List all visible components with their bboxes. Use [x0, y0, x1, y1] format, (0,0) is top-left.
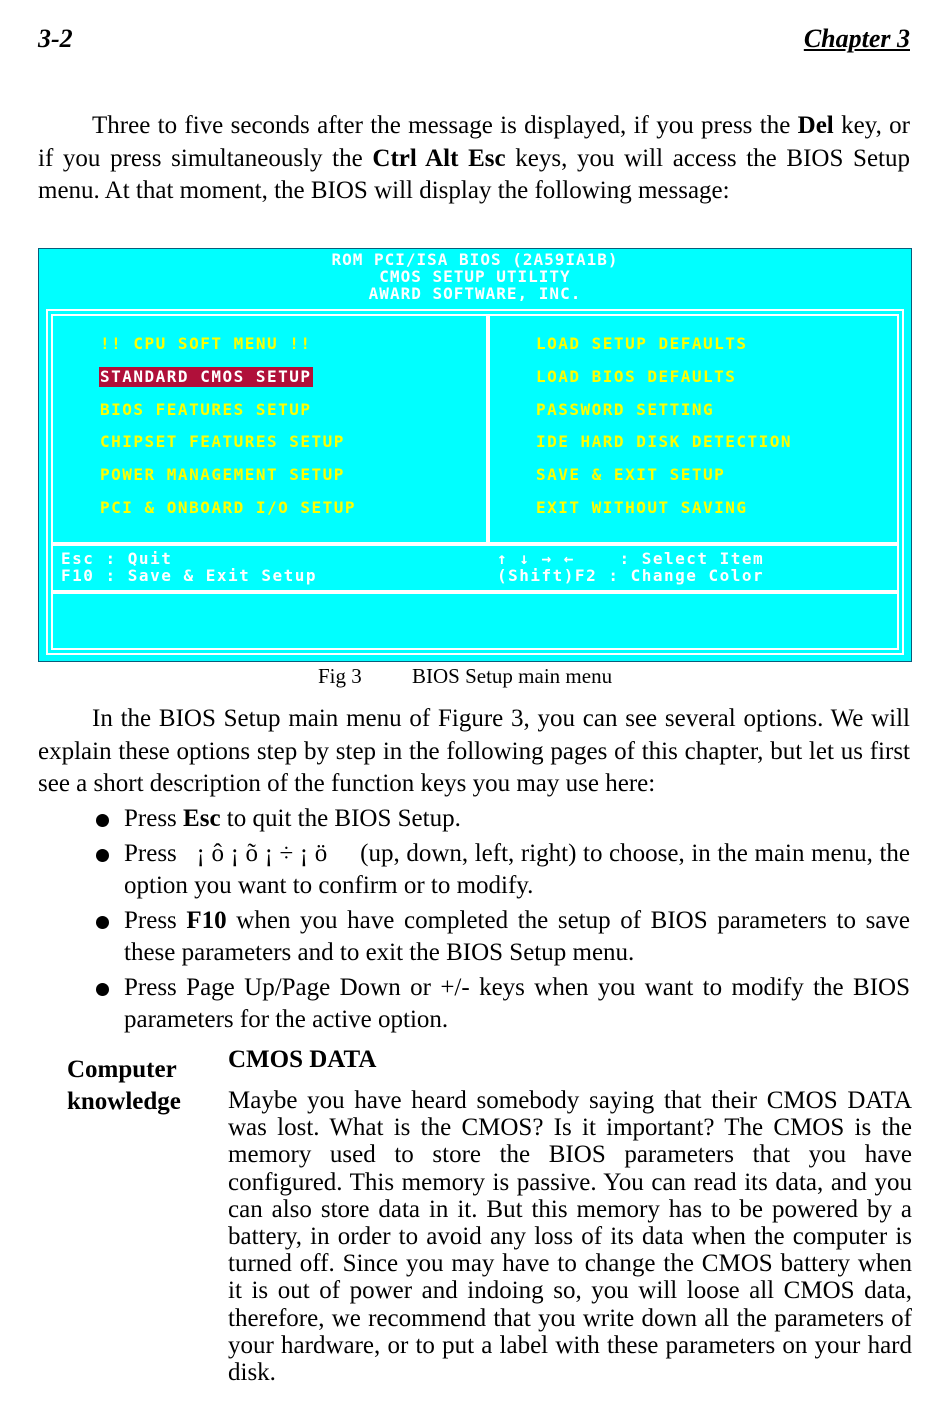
list-item: Press F10 when you have completed the setup of BIOS parameters to save these parameters and to exit the BIOS Setup menu. [92, 905, 910, 970]
cmos-data-heading: CMOS DATA [228, 1046, 377, 1073]
menu-exit-without-saving[interactable]: EXIT WITHOUT SAVING [536, 498, 748, 517]
side-label-line-1: Computer [67, 1056, 177, 1083]
menu-chipset-features-setup[interactable]: CHIPSET FEATURES SETUP [100, 432, 345, 451]
key-help-esc: Esc : Quit [61, 549, 173, 568]
intro-key-ctrl-alt-esc: Ctrl Alt Esc [372, 144, 506, 172]
key-esc: Esc [183, 805, 221, 832]
key-help-f10: F10 : Save & Exit Setup [61, 566, 318, 585]
menu-power-management-setup[interactable]: POWER MANAGEMENT SETUP [100, 465, 345, 484]
page-number: 3-2 [38, 24, 73, 53]
explain-paragraph [38, 703, 910, 801]
intro-paragraph [38, 110, 910, 208]
bios-title-line-2: CMOS SETUP UTILITY [379, 267, 571, 286]
menu-ide-hard-disk-detection[interactable]: IDE HARD DISK DETECTION [536, 432, 793, 451]
menu-load-bios-defaults[interactable]: LOAD BIOS DEFAULTS [536, 367, 737, 386]
bios-menu-frame [46, 309, 904, 655]
menu-bios-features-setup[interactable]: BIOS FEATURES SETUP [100, 400, 312, 419]
intro-key-del: Del [797, 112, 834, 139]
menu-save-exit-setup[interactable]: SAVE & EXIT SETUP [536, 465, 726, 484]
intro-text-2: key, or if you press simultaneously the [38, 112, 910, 172]
menu-load-setup-defaults[interactable]: LOAD SETUP DEFAULTS [536, 334, 748, 353]
key-help-arrows: ↑ ↓ → ← : Select Item [497, 549, 765, 568]
chapter-title: Chapter 3 [803, 24, 910, 53]
list-item: Press ¡ ô ¡ õ ¡ ÷ ¡ ö (up, down, left, right) to choose, in the main menu, the option you want to confirm or to modify. [92, 838, 910, 903]
figure-caption-text: BIOS Setup main menu [412, 664, 613, 688]
key-help-shift-f2: (Shift)F2 : Change Color [497, 566, 765, 585]
figure-caption [318, 664, 612, 689]
menu-password-setting[interactable]: PASSWORD SETTING [536, 400, 715, 419]
intro-text-1: Three to five seconds after the message is displayed, if you press the [92, 112, 798, 139]
list-item: Press Page Up/Page Down or +/- keys when you want to modify the BIOS parameters for the active option. [92, 972, 910, 1037]
list-item: Press Esc to quit the BIOS Setup. [92, 803, 910, 836]
side-label-line-2: knowledge [67, 1088, 181, 1115]
figure-number: Fig 3 [318, 664, 362, 688]
menu-pci-onboard-io-setup[interactable]: PCI & ONBOARD I/O SETUP [100, 498, 357, 517]
menu-standard-cmos-setup[interactable]: STANDARD CMOS SETUP [100, 367, 312, 386]
intro-text-3: keys, you will access the BIOS Setup menu. At that moment, the BIOS will display the following message: [38, 144, 910, 204]
key-f10: F10 [186, 906, 227, 934]
cmos-data-body: Maybe you have heard somebody saying that their CMOS DATA was lost. What is the CMOS? Is it important? The CMOS is the memory used to store the BIOS parameters that you have configured. This memory is passive. You can read its data, and you can also store data in it. But this memory has to be powered by a battery, in order to avoid any loss of its data when the computer is turned off. Since you may have to change the CMOS battery when it is out of power and indoing so, you will loose all CMOS data, therefore, we recommend that you write down all the parameters of your hardware, or to put a label with these parameters on your hard disk. [228, 1087, 912, 1387]
menu-cpu-soft-menu[interactable]: !! CPU SOFT MENU !! [100, 334, 312, 353]
explain-text: In the BIOS Setup main menu of Figure 3, you can see several options. We will explain these options step by step in the following pages of this chapter, but let us first see a short description of the function keys you may use here: [38, 705, 910, 797]
bios-title-line-1: ROM PCI/ISA BIOS (2A59IA1B) [331, 250, 619, 269]
bios-title-line-3: AWARD SOFTWARE, INC. [368, 284, 582, 303]
computer-knowledge-label [67, 1054, 181, 1118]
function-key-list [92, 803, 917, 1039]
bios-setup-screen [38, 248, 912, 662]
bios-title [39, 251, 911, 302]
